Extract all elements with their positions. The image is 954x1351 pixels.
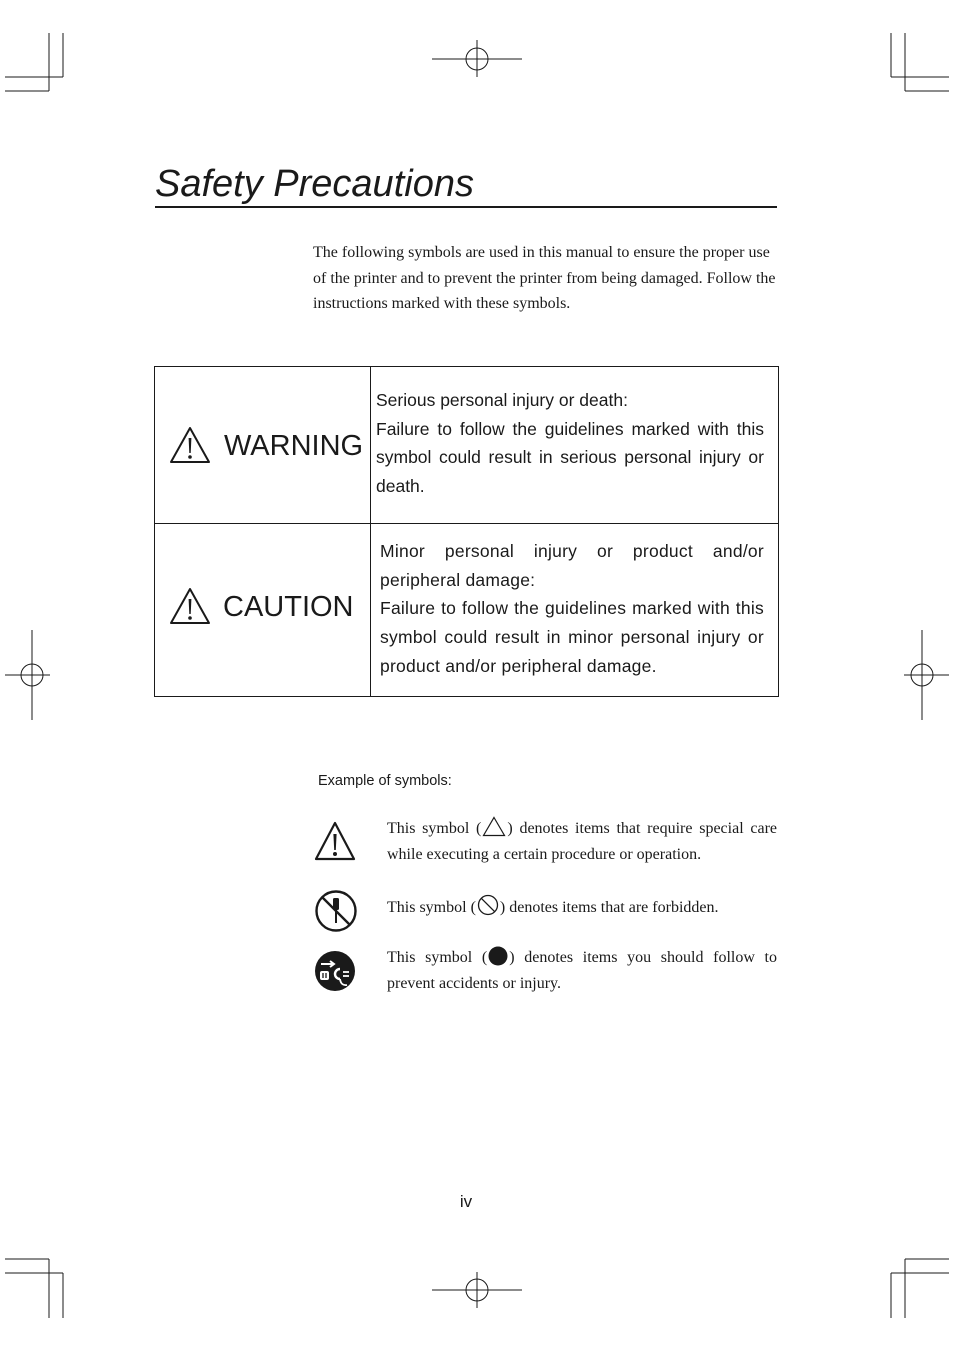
screwdriver-handle-icon bbox=[333, 898, 339, 910]
registration-mark-right bbox=[904, 630, 949, 720]
unplug-instruction-icon bbox=[314, 950, 356, 992]
crop-mark-bottom-right bbox=[891, 1259, 949, 1318]
intro-paragraph: The following symbols are used in this manual to ensure the proper use of the printer and to prevent the printer from being damaged. Follow the instructions marked with these symbols. bbox=[313, 244, 776, 312]
warning-description-body: Failure to follow the guidelines marked with this symbol could result in serious personal injury or death. bbox=[376, 418, 764, 497]
caution-triangle-icon bbox=[313, 820, 357, 862]
inline-prohibition-icon bbox=[477, 894, 499, 916]
crop-mark-top-right bbox=[891, 33, 949, 91]
warning-triangle-icon bbox=[168, 425, 212, 465]
crop-mark-bottom-left bbox=[5, 1259, 63, 1318]
caution-description bbox=[380, 537, 764, 681]
prohibition-icon bbox=[314, 889, 358, 933]
page-number: iv bbox=[459, 1192, 473, 1211]
caution-description-heading: Minor personal injury or product and/or peripheral damage: bbox=[380, 541, 764, 590]
example-mandatory-text: This symbol ( ) denotes items you should follow to prevent accidents or injury. bbox=[387, 945, 777, 996]
inline-triangle-icon bbox=[482, 816, 506, 837]
page-title: Safety Precautions bbox=[155, 162, 777, 208]
caution-row bbox=[155, 524, 778, 696]
warning-description bbox=[376, 386, 764, 501]
warning-description-heading: Serious personal injury or death: bbox=[376, 390, 628, 410]
registration-mark-left bbox=[5, 630, 50, 720]
symbol-table bbox=[154, 366, 779, 697]
example-caution-text: This symbol ( ) denotes items that require special care while executing a certain procedure or operation. bbox=[387, 816, 777, 867]
column-divider bbox=[370, 524, 371, 696]
inline-filled-circle-icon bbox=[488, 946, 508, 966]
caution-description-body: Failure to follow the guidelines marked with this symbol could result in minor personal injury or product and/or peripheral damage. bbox=[380, 598, 764, 676]
caution-label-cell bbox=[155, 524, 370, 696]
warning-label: WARNING bbox=[224, 430, 364, 462]
column-divider bbox=[370, 367, 371, 523]
registration-mark-top bbox=[432, 40, 522, 77]
crop-mark-top-left bbox=[5, 33, 63, 91]
warning-row bbox=[155, 367, 778, 524]
examples-heading: Example of symbols: bbox=[318, 773, 452, 789]
caution-label: CAUTION bbox=[223, 591, 354, 623]
warning-triangle-icon bbox=[168, 586, 212, 626]
example-prohibition-text: This symbol ( ) denotes items that are forbidden. bbox=[387, 894, 777, 921]
warning-label-cell bbox=[155, 367, 370, 523]
registration-mark-bottom bbox=[432, 1272, 522, 1308]
